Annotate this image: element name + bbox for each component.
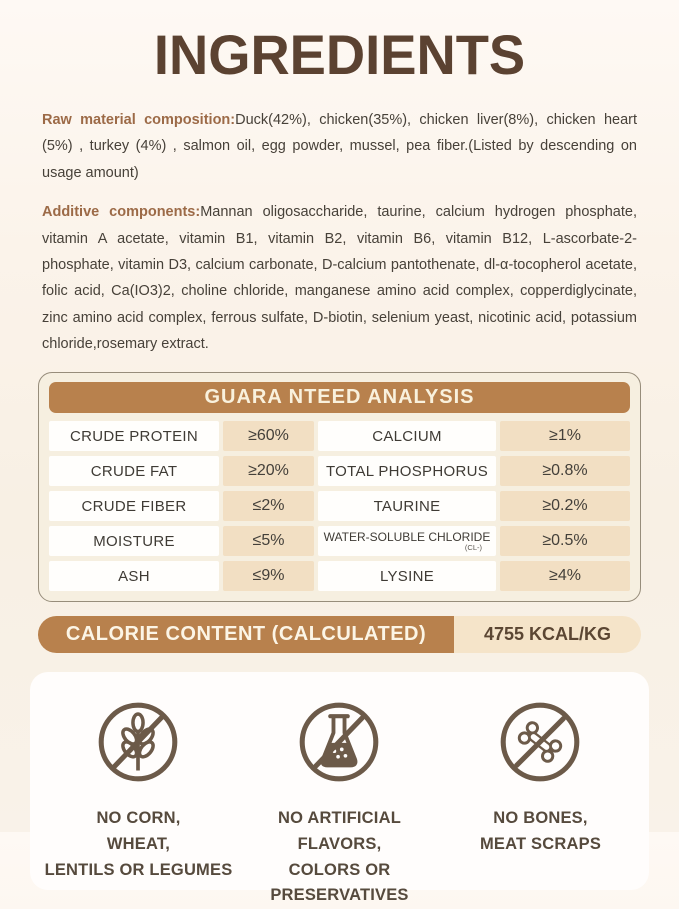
badge-no-bones <box>440 696 641 890</box>
badge-line: NO BONES, <box>493 809 588 828</box>
guaranteed-analysis-table <box>38 372 641 602</box>
table-row-value: ≥4% <box>500 561 630 591</box>
bone-icon <box>494 696 586 793</box>
table-row-value: ≥20% <box>223 456 314 486</box>
table-row-label: TOTAL PHOSPHORUS <box>318 456 496 486</box>
badge-no-artificial-text <box>239 806 440 908</box>
chloride-label: WATER-SOLUBLE CHLORIDE <box>323 530 491 545</box>
badge-line: NO CORN, <box>96 809 181 828</box>
calorie-content-value: 4755 KCAL/KG <box>454 616 641 653</box>
additive-text: Mannan oligosaccharide, taurine, calcium hydrogen phosphate, vitamin A acetate, vitamin B1, vitamin B2, vitamin B6, vitamin B12, L-ascorbate-2- phosphate, vitamin D3, calcium carbonate, D-calcium pantothenate, dl-α-tocopherol acetate, folic acid, Ca(IO3)2, choline chloride, manganese amino acid complex, copperdiglycinate, zinc amino acid complex, ferrous sulfate, D-biotin, selenium yeast, nicotinic acid, potassium chloride,rosemary extract. <box>42 204 637 352</box>
table-row-value: ≥0.5% <box>500 526 630 556</box>
table-row-label: ASH <box>49 561 219 591</box>
table-row-label: CRUDE FAT <box>49 456 219 486</box>
badge-line: LENTILS OR LEGUMES <box>44 860 233 879</box>
table-row-label: LYSINE <box>318 561 496 591</box>
badge-line: MEAT SCRAPS <box>479 834 602 853</box>
table-row-value: ≤9% <box>223 561 314 591</box>
table-row-value: ≥60% <box>223 421 314 451</box>
badge-no-grain-text <box>45 806 233 883</box>
additive-paragraph <box>42 199 637 357</box>
additive-label: Additive components: <box>42 204 201 221</box>
wheat-icon <box>92 696 184 793</box>
page-title: INGREDIENTS <box>153 23 526 86</box>
table-row-label: CRUDE PROTEIN <box>49 421 219 451</box>
calorie-content-bar <box>38 616 641 653</box>
raw-material-label: Raw material composition: <box>42 112 236 128</box>
table-row-label: TAURINE <box>318 491 496 521</box>
table-row-value: ≤2% <box>223 491 314 521</box>
table-row-value: ≥0.8% <box>500 456 630 486</box>
badge-line: COLORS OR <box>288 860 391 879</box>
calorie-content-label: CALORIE CONTENT (CALCULATED) <box>38 616 454 653</box>
flask-icon <box>293 696 385 793</box>
badge-line: NO ARTIFICIAL FLAVORS, <box>278 809 401 853</box>
badge-no-artificial <box>239 696 440 905</box>
table-row-label: MOISTURE <box>49 526 219 556</box>
badge-no-grain <box>38 696 239 890</box>
table-row-label: CRUDE FIBER <box>49 491 219 521</box>
table-row-label: CALCIUM <box>318 421 496 451</box>
badge-line: WHEAT, <box>106 834 171 853</box>
raw-material-paragraph <box>42 107 637 186</box>
analysis-table-title: GUARA NTEED ANALYSIS <box>49 382 630 413</box>
table-row-value: ≤5% <box>223 526 314 556</box>
analysis-grid <box>49 421 630 591</box>
table-row-value: ≥0.2% <box>500 491 630 521</box>
raw-material-text: Duck(42%), chicken(35%), chicken liver(8%), chicken heart (5%) , turkey (4%) , salmon oil, egg powder, mussel, pea fiber.(Listed by descending on usage amount) <box>42 112 637 181</box>
badge-line: PRESERVATIVES <box>270 886 409 905</box>
chloride-sublabel: (CL-) <box>464 542 482 552</box>
table-row-label <box>318 526 496 556</box>
no-ingredients-card <box>30 672 649 905</box>
table-row-value: ≥1% <box>500 421 630 451</box>
